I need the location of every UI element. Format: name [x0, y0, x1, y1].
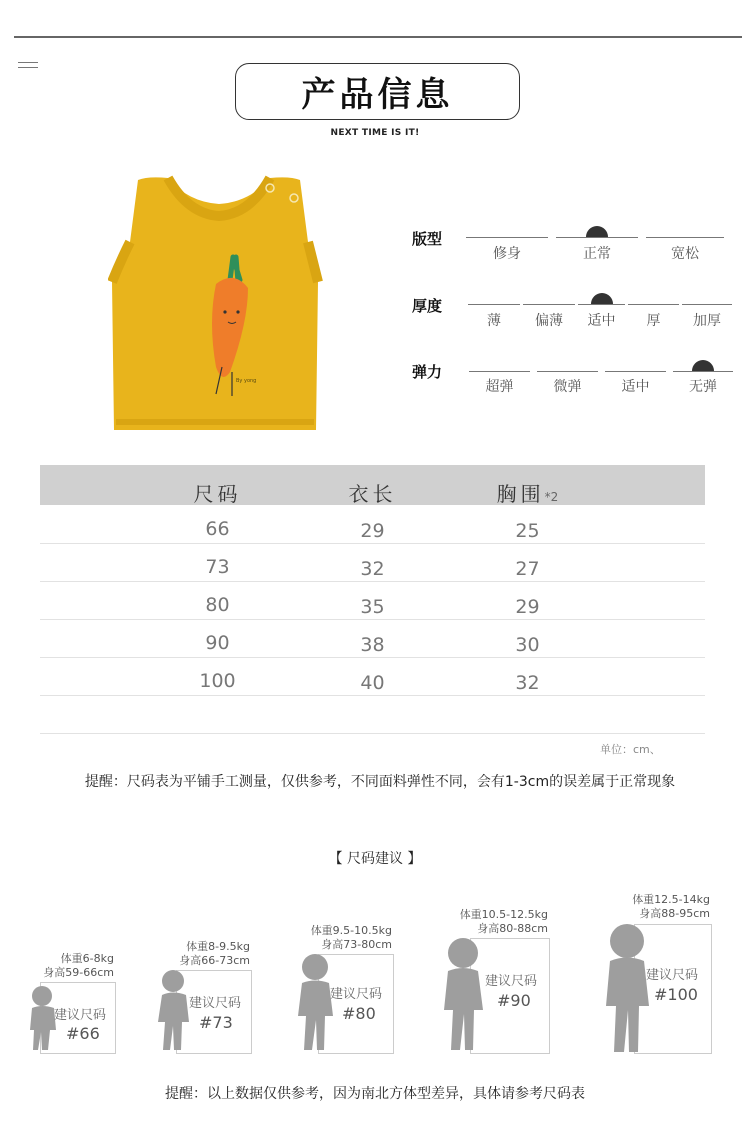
row-divider — [40, 619, 705, 620]
product-image-text: By yong — [236, 378, 257, 384]
box-size: #80 — [342, 1004, 376, 1023]
scale-segment — [682, 304, 732, 305]
cell-size: 80 — [205, 594, 230, 616]
row-divider — [40, 581, 705, 582]
header-size: 尺码 — [193, 482, 242, 506]
top-divider — [14, 36, 742, 38]
elasticity-option: 超弹 — [485, 379, 514, 395]
cell-length: 38 — [360, 634, 385, 656]
advice-height: 身高80-88cm — [477, 922, 548, 935]
page-title: 产品信息 — [235, 63, 520, 120]
elasticity-option: 无弹 — [689, 379, 717, 395]
product-image — [108, 172, 330, 434]
thickness-option: 偏薄 — [535, 313, 563, 329]
cell-chest: 32 — [515, 672, 540, 694]
scale-segment — [466, 237, 548, 238]
scale-segment — [537, 371, 598, 372]
row-divider — [40, 543, 705, 544]
row-divider — [40, 657, 705, 658]
cell-length: 32 — [360, 558, 385, 580]
scale-segment — [523, 304, 575, 305]
box-label: 建议尺码 — [646, 968, 699, 983]
cell-length: 40 — [360, 672, 385, 694]
unit-note: 单位：cm、 — [600, 743, 661, 756]
size-advice-title: 【 尺码建议 】 — [328, 851, 422, 867]
box-size: #90 — [497, 991, 531, 1010]
header-chest: 胸围*2 — [496, 482, 559, 506]
thickness-option: 适中 — [587, 313, 616, 329]
fit-option: 正常 — [583, 246, 611, 262]
advice-weight: 体重6-8kg — [60, 952, 114, 965]
row-divider — [40, 695, 705, 696]
cell-chest: 25 — [515, 520, 540, 542]
advice-height: 身高66-73cm — [179, 954, 250, 967]
scale-segment — [628, 304, 679, 305]
box-size: #73 — [199, 1013, 233, 1032]
box-label: 建议尺码 — [189, 996, 242, 1011]
measurement-tip: 提醒：尺码表为平铺手工测量，仅供参考，不同面料弹性不同，会有1-3cm的误差属于正常现象 — [84, 774, 676, 790]
cell-size: 90 — [205, 632, 230, 654]
cell-chest: 30 — [515, 634, 540, 656]
cell-size: 100 — [199, 670, 236, 692]
thickness-option: 薄 — [487, 313, 501, 329]
attr-label-thickness: 厚度 — [412, 297, 443, 315]
cell-length: 35 — [360, 596, 385, 618]
cell-chest: 29 — [515, 596, 540, 618]
thickness-option: 加厚 — [693, 313, 721, 329]
box-label: 建议尺码 — [330, 987, 383, 1002]
advice-weight: 体重8-9.5kg — [186, 940, 250, 953]
fit-selected-marker — [586, 226, 608, 237]
child-silhouette — [296, 952, 336, 1052]
child-silhouette — [442, 936, 486, 1052]
scale-segment — [578, 304, 625, 305]
page-subtitle: NEXT TIME IS IT! — [330, 128, 420, 138]
advice-weight: 体重12.5-14kg — [632, 893, 710, 906]
attr-label-elasticity: 弹力 — [412, 363, 443, 381]
box-size: #100 — [654, 985, 698, 1004]
cell-size: 66 — [205, 518, 230, 540]
fit-option: 修身 — [493, 246, 521, 262]
chest-note: *2 — [544, 490, 559, 504]
cell-chest: 27 — [515, 558, 540, 580]
advice-height: 身高59-66cm — [43, 966, 114, 979]
attr-label-fit: 版型 — [412, 230, 443, 248]
scale-segment — [673, 371, 733, 372]
scale-segment — [468, 304, 520, 305]
elasticity-selected-marker — [692, 360, 714, 371]
advice-height: 身高73-80cm — [321, 938, 392, 951]
scale-segment — [469, 371, 530, 372]
elasticity-option: 微弹 — [553, 379, 582, 395]
thickness-selected-marker — [591, 293, 613, 304]
advice-weight: 体重10.5-12.5kg — [459, 908, 548, 921]
box-label: 建议尺码 — [485, 974, 538, 989]
fit-option: 宽松 — [671, 246, 699, 262]
child-silhouette — [604, 922, 652, 1054]
reference-tip: 提醒：以上数据仅供参考，因为南北方体型差异，具体请参考尺码表 — [165, 1086, 585, 1102]
cell-length: 29 — [360, 520, 385, 542]
header-length: 衣长 — [348, 482, 397, 506]
cell-size: 73 — [205, 556, 230, 578]
advice-height: 身高88-95cm — [639, 907, 710, 920]
advice-weight: 体重9.5-10.5kg — [310, 924, 392, 937]
box-size: #66 — [66, 1024, 100, 1043]
elasticity-option: 适中 — [621, 379, 650, 395]
menu-icon[interactable] — [18, 62, 38, 70]
scale-segment — [556, 237, 638, 238]
box-label: 建议尺码 — [54, 1008, 107, 1023]
row-divider — [40, 733, 705, 734]
scale-segment — [605, 371, 666, 372]
thickness-option: 厚 — [646, 313, 661, 329]
scale-segment — [646, 237, 724, 238]
